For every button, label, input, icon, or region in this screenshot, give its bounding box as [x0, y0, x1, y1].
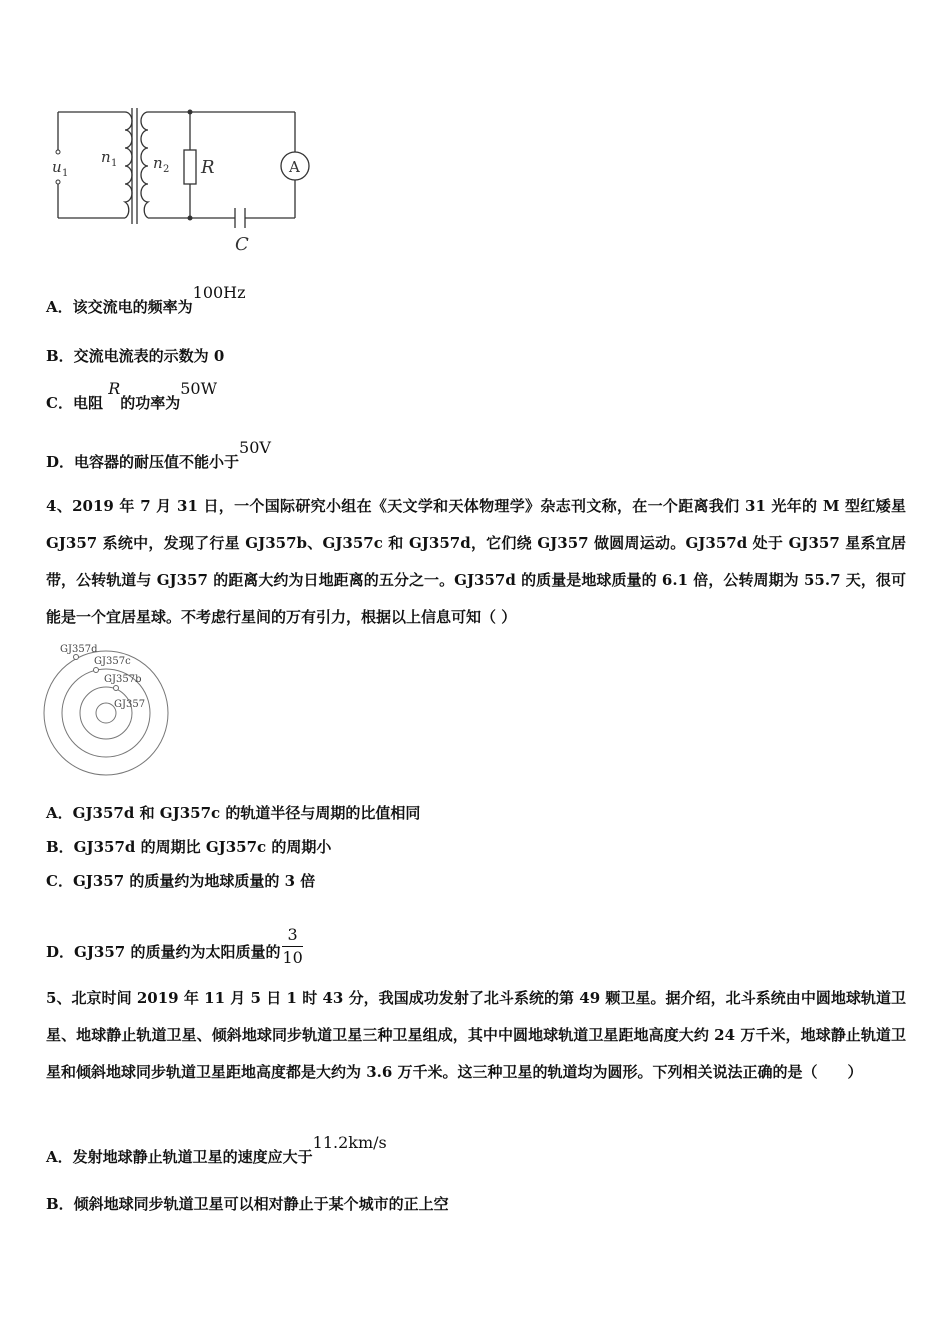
option-text: D．电容器的耐压值不能小于 — [46, 453, 240, 471]
q5-stem: 5、北京时间 2019 年 11 月 5 日 1 时 43 分，我国成功发射了北斗系统的第 49 颗卫星。据介绍，北斗系统由中圆地球轨道卫星、地球静止轨道卫星、倾斜地球同步轨道卫星三种卫星组成，其中中圆地球轨道卫星距地高度大约 24 万千米，地球静止轨道卫星和倾斜地球同步轨道卫星距地高度都是大约为 3.6 万千米。这三种卫星的轨道均为圆形。下列相关说法正确的是（ ） — [46, 989, 906, 1081]
option-text: B．交流电流表的示数为 0 — [46, 347, 225, 365]
option-text: C．GJ357 的质量约为地球质量的 3 倍 — [46, 872, 316, 890]
option-text: A．GJ357d 和 GJ357c 的轨道半径与周期的比值相同 — [46, 804, 421, 822]
option-text: B．倾斜地球同步轨道卫星可以相对静止于某个城市的正上空 — [46, 1195, 449, 1213]
q4-option-d — [46, 904, 303, 967]
u1-sub: 1 — [62, 168, 69, 179]
option-math: 100Hz — [192, 283, 246, 302]
option-math: 50W — [180, 379, 218, 398]
q4-option-a — [46, 802, 420, 823]
option-text: A．发射地球静止轨道卫星的速度应大于 — [46, 1148, 313, 1166]
option-text-post: 的功率为 — [120, 394, 181, 412]
fraction — [282, 924, 302, 969]
n2-sub: 2 — [163, 164, 170, 175]
option-math: 50V — [239, 438, 271, 457]
n1-sub: 1 — [111, 158, 118, 169]
option-text: C．电阻 — [46, 394, 103, 412]
planet-d — [74, 655, 79, 660]
orbit-label-star: GJ357 — [114, 699, 146, 710]
fraction-denominator: 10 — [282, 948, 303, 967]
q4-stem: 4、2019 年 7 月 31 日，一个国际研究小组在《天文学和天体物理学》杂志刊文称，在一个距离我们 31 光年的 M 型红矮星 GJ357 系统中，发现了行星 GJ357b、GJ357c 和 GJ357d，它们绕 GJ357 做圆周运动。GJ357d 处于 GJ357 星系宜居带，公转轨道与 GJ357 的距离大约为日地距离的五分之一。GJ357d 的质量是地球质量的 6.1 倍，公转周期为 55.7 天，很可能是一个宜居星球。不考虑行星间的万有引力，根据以上信息可知（ ） — [46, 497, 906, 626]
fraction-numerator: 3 — [282, 924, 302, 947]
q5-option-b — [46, 1193, 449, 1214]
capacitor-label: C — [235, 234, 249, 255]
orbit-label-b: GJ357b — [104, 674, 142, 685]
q3-option-b — [46, 345, 224, 366]
ammeter-label: A — [289, 158, 300, 176]
q4-option-b — [46, 836, 331, 857]
option-var: R — [108, 379, 121, 398]
orbit-diagram — [40, 640, 180, 780]
option-text: D．GJ357 的质量约为太阳质量的 — [46, 942, 281, 961]
q3-option-d — [46, 438, 271, 472]
q4-option-c — [46, 870, 315, 891]
n2-label: n — [153, 154, 163, 172]
planet-b — [114, 686, 119, 691]
option-text: A．该交流电的频率为 — [46, 298, 193, 316]
q3-option-c — [46, 379, 218, 413]
option-math: 11.2km/s — [312, 1133, 387, 1152]
orbit-label-c: GJ357c — [94, 656, 131, 667]
resistor-label: R — [201, 157, 215, 178]
circuit-diagram — [40, 100, 330, 260]
u1-label: u — [52, 158, 62, 176]
q5-option-a — [46, 1133, 387, 1167]
q3-option-a — [46, 283, 246, 317]
planet-c — [94, 668, 99, 673]
option-text: B．GJ357d 的周期比 GJ357c 的周期小 — [46, 838, 332, 856]
orbit-label-d: GJ357d — [60, 644, 98, 655]
n1-label: n — [101, 148, 111, 166]
